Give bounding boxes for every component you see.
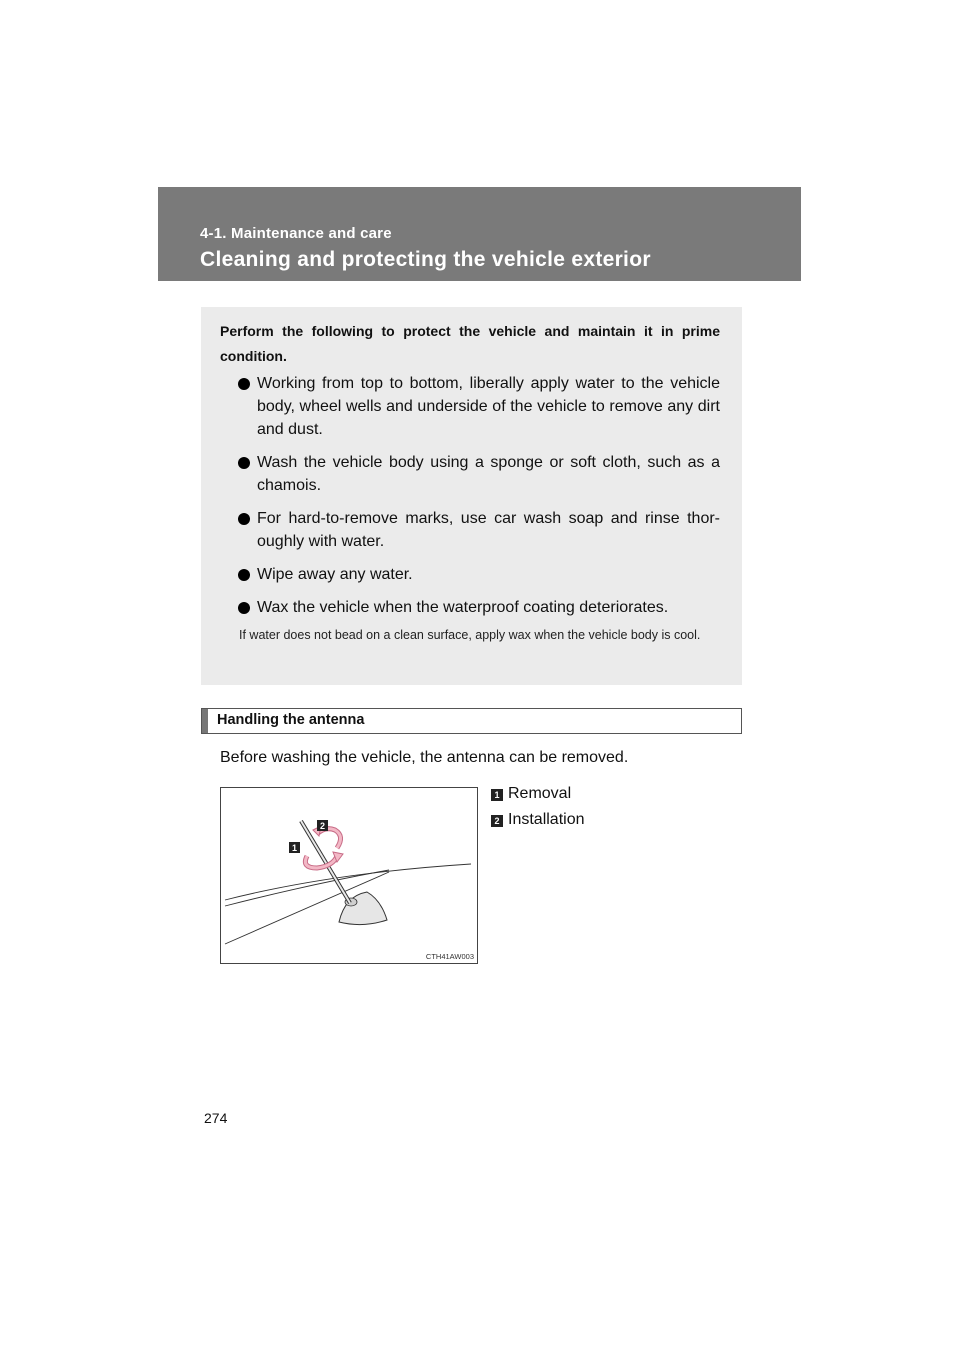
antenna-heading-label: Handling the antenna — [217, 712, 365, 728]
chapter-header — [158, 187, 801, 281]
number-1-icon: 1 — [491, 789, 503, 801]
figure-code: CTH41AW003 — [425, 952, 474, 961]
list-item — [238, 596, 720, 619]
list-item-text: For hard-to-remove marks, use car wash soap and rinse thor- oughly with water. — [257, 510, 720, 550]
list-item-text: Wash the vehicle body using a sponge or soft cloth, such as a chamois. — [257, 454, 720, 494]
antenna-illustration — [220, 787, 478, 964]
list-item — [238, 563, 720, 586]
intro-text: Perform the following to protect the vehicle and maintain it in prime condition. — [220, 323, 720, 364]
washing-steps-list — [238, 372, 720, 629]
list-item — [238, 507, 720, 553]
callout-2-number: 2 — [319, 821, 326, 831]
antenna-drawing — [221, 788, 477, 963]
bullet-icon — [238, 602, 250, 614]
bullet-icon — [238, 569, 250, 581]
list-item-text: Working from top to bottom, liberally apply water to the vehicle body, wheel wells and underside of the vehicle to remove any dirt and dust. — [257, 375, 720, 438]
wax-note: If water does not bead on a clean surface, apply wax when the vehicle body is cool. — [239, 628, 701, 642]
legend-label: Removal — [508, 785, 572, 802]
bullet-icon — [238, 513, 250, 525]
bullet-icon — [238, 457, 250, 469]
antenna-lead-text: Before washing the vehicle, the antenna can be removed. — [220, 749, 629, 766]
page-title: Cleaning and protecting the vehicle exterior — [200, 248, 651, 271]
legend-label: Installation — [508, 811, 585, 828]
section-label: 4-1. Maintenance and care — [200, 225, 392, 242]
intro-box — [201, 307, 742, 685]
list-item — [238, 451, 720, 497]
bullet-icon — [238, 378, 250, 390]
heading-marker — [202, 709, 208, 733]
number-2-icon: 2 — [491, 815, 503, 827]
list-item-text: Wipe away any water. — [257, 566, 413, 583]
list-item — [238, 372, 720, 441]
antenna-heading — [201, 708, 742, 734]
page-number: 274 — [204, 1110, 228, 1126]
callout-1-number: 1 — [291, 843, 298, 853]
list-item-text: Wax the vehicle when the waterproof coating deteriorates. — [257, 599, 669, 616]
